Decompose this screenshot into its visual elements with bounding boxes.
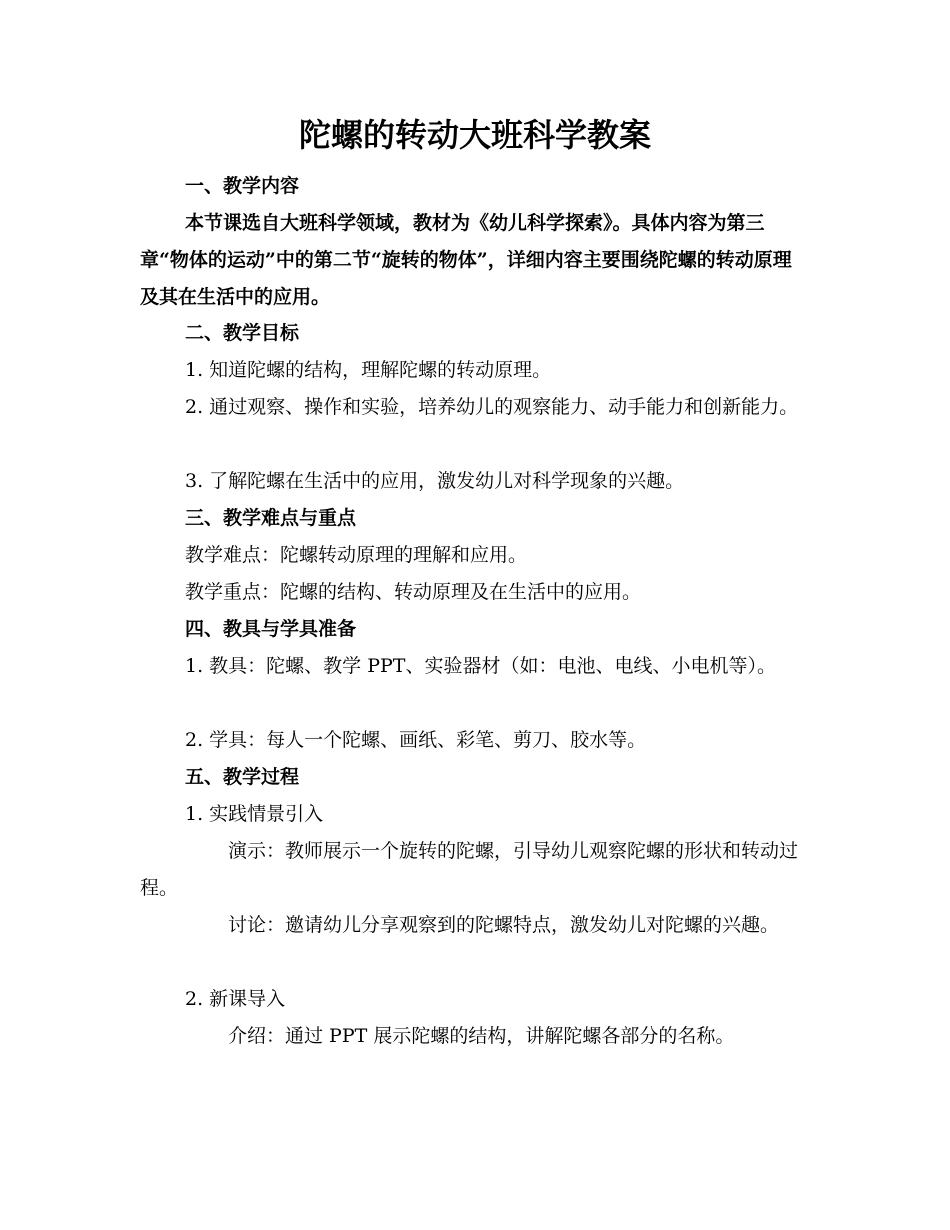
process-step-2: 2. 新课导入: [185, 988, 286, 1010]
section-heading-focus: 三、教学难点与重点: [185, 507, 357, 529]
section-heading-materials: 四、教具与学具准备: [185, 618, 357, 640]
goal-item-2: 2. 通过观察、操作和实验，培养幼儿的观察能力、动手能力和创新能力。: [185, 396, 799, 418]
focus-key-point: 教学重点：陀螺的结构、转动原理及在生活中的应用。: [185, 581, 642, 603]
section-heading-process: 五、教学过程: [185, 766, 300, 788]
focus-difficulty: 教学难点：陀螺转动原理的理解和应用。: [185, 544, 528, 566]
process-step-1-demo: 演示：教师展示一个旋转的陀螺，引导幼儿观察陀螺的形状和转动过程。: [140, 840, 799, 899]
process-step-1-discuss: 讨论：邀请幼儿分享观察到的陀螺特点，激发幼儿对陀螺的兴趣。: [228, 914, 780, 936]
page-title: 陀螺的转动大班科学教案: [298, 116, 651, 154]
process-step-2-intro: 介绍：通过 PPT 展示陀螺的结构，讲解陀螺各部分的名称。: [228, 1025, 735, 1047]
materials-student: 2. 学具：每人一个陀螺、画纸、彩笔、剪刀、胶水等。: [185, 729, 647, 751]
section-heading-goals: 二、教学目标: [185, 322, 300, 344]
goal-item-3: 3. 了解陀螺在生活中的应用，激发幼儿对科学现象的兴趣。: [185, 470, 685, 492]
section-heading-content: 一、教学内容: [185, 175, 300, 197]
process-step-1: 1. 实践情景引入: [185, 803, 324, 825]
materials-teacher: 1. 教具：陀螺、教学 PPT、实验器材（如：电池、电线、小电机等）。: [185, 655, 776, 677]
goal-item-1: 1. 知道陀螺的结构，理解陀螺的转动原理。: [185, 359, 552, 381]
section-body-content: 本节课选自大班科学领域，教材为《幼儿科学探索》。具体内容为第三章“物体的运动”中的第二节“旋转的物体”，详细内容主要围绕陀螺的转动原理及其在生活中的应用。: [140, 212, 792, 308]
